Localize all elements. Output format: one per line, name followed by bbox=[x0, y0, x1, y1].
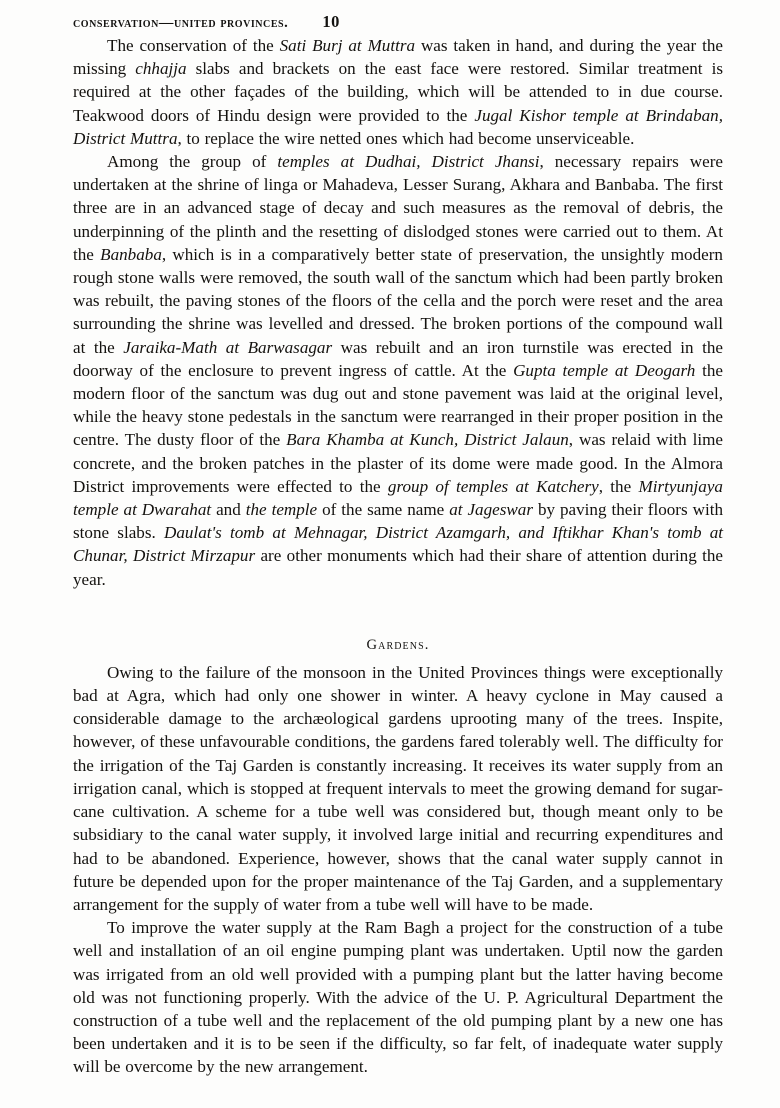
text-run: , was relaid with lime concrete, and the broken patches in the plaster of its dome were made good. In the Almora District improvements were effected to the bbox=[73, 430, 723, 496]
text-run: Owing to the failure of the monsoon in the United Provinces things were exceptionally bad at Agra, which had only one shower in winter. A heavy cyclone in May caused a considerable damage to the archæological gardens uprooting many of the trees. Inspite, however, of these unfavourable conditions, the gardens fared tolerably well. The difficulty for the irrigation of the Taj Garden is constantly increasing. It receives its water supply from an irrigation canal, which is stopped at frequent intervals to meet the growing demand for sugar-cane cultivation. A scheme for a tube well was considered but, though meant only to be subsidiary to the canal water supply, it involved large initial and recurring expenditures and had to be abandoned. Experience, however, shows that the canal water supply cannot in future be depended upon for the proper maintenance of the Taj Garden, and a supplementary arrangement for the supply of water from a tube well will have to be made. bbox=[73, 662, 723, 914]
text-run: , the bbox=[598, 476, 639, 496]
paragraph bbox=[73, 916, 723, 1078]
italic-run: Sati Burj at Muttra bbox=[279, 36, 416, 55]
text-run: , to replace the wire netted ones which had become unserviceable. bbox=[177, 128, 635, 148]
spacer bbox=[73, 591, 723, 637]
text-run: was taken in hand, and during the year the missing bbox=[73, 36, 723, 79]
italic-run: Daulat's tomb at Mehnagar, District Azamgarh, and Iftikhar Khan's tomb at Chunar, District Mirzapur bbox=[73, 523, 724, 566]
italic-run: Jaraika-Math at Barwasagar bbox=[123, 337, 333, 357]
text-run: , necessary repairs were undertaken at the shrine of linga or Mahadeva, Lesser Surang, Akhara and Banbaba. The first three are in an advanced stage of decay and such measures as the removal of debris, the underpinning of the plinth and the resetting of dislodged stones were carried out to them. At the bbox=[73, 152, 723, 264]
text-run: and bbox=[211, 500, 246, 520]
paragraph bbox=[73, 150, 723, 591]
italic-run: Jugal Kishor temple at Brindaban, District Muttra bbox=[73, 105, 723, 148]
italic-run: group of temples at Katchery bbox=[387, 476, 599, 496]
text-run: The conservation of the bbox=[107, 36, 280, 55]
italic-run: Bara Khamba at Kunch, District Jalaun bbox=[286, 430, 569, 450]
running-head bbox=[73, 0, 723, 34]
italic-run: at Jageswar bbox=[449, 500, 533, 520]
page-folio: 10 bbox=[322, 12, 340, 31]
paragraph bbox=[73, 34, 723, 150]
text-run: of the same name bbox=[317, 500, 450, 520]
text-run: by paving their floors with stone slabs. bbox=[73, 500, 723, 543]
text-run: slabs and brackets on the east face were restored. Similar treatment is required at the other façades of the building, which will be attended to in due course. Teakwood doors of Hindu design were provided to the bbox=[73, 59, 723, 125]
text-run: are other monuments which had their share of attention during the year. bbox=[73, 546, 723, 589]
running-head-title: conservation—united provinces. bbox=[73, 15, 289, 31]
text-run: Among the group of bbox=[107, 152, 278, 172]
text-run: the modern floor of the sanctum was dug out and stone pavement was laid at the original level, while the heavy stone pedestals in the sanctum were rearranged in their proper position in the centre. The dusty floor of the bbox=[73, 360, 723, 450]
italic-run: Banbaba bbox=[100, 244, 162, 264]
text-run: , which is in a comparatively better state of preservation, the unsightly modern rough stone walls were removed, the south wall of the sanctum which had been partly broken was rebuilt, the paving stones of the floors of the cella and the porch were reset and the area surrounding the shrine was levelled and dressed. The broken portions of the compound wall at the bbox=[73, 244, 723, 357]
italic-run: the temple bbox=[245, 500, 318, 520]
text-column bbox=[73, 0, 723, 1079]
italic-run: Mirtyunjaya temple at Dwarahat bbox=[73, 476, 723, 520]
italic-run: chhajja bbox=[135, 59, 187, 79]
text-run: To improve the water supply at the Ram Bagh a project for the construction of a tube well and installation of an oil engine pumping plant was undertaken. Uptil now the garden was irrigated from an old well provided with a pumping plant but the latter having become old was not functioning properly. With the advice of the U. P. Agricultural Department the construction of a tube well and the replacement of the old pumping plant by a new one has been undertaken and it is to be seen if the difficulty, so far felt, of inadequate water supply will be overcome by the new arrangement. bbox=[73, 918, 723, 1077]
paragraph bbox=[73, 661, 723, 916]
italic-run: Gupta temple at Deogarh bbox=[513, 360, 696, 380]
italic-run: temples at Dudhai, District Jhansi bbox=[277, 152, 540, 172]
section-heading-gardens: Gardens. bbox=[366, 636, 430, 653]
spacer bbox=[73, 654, 723, 661]
text-run: was rebuilt and an iron turnstile was erected in the doorway of the enclosure to prevent ingress of cattle. At the bbox=[73, 337, 723, 380]
